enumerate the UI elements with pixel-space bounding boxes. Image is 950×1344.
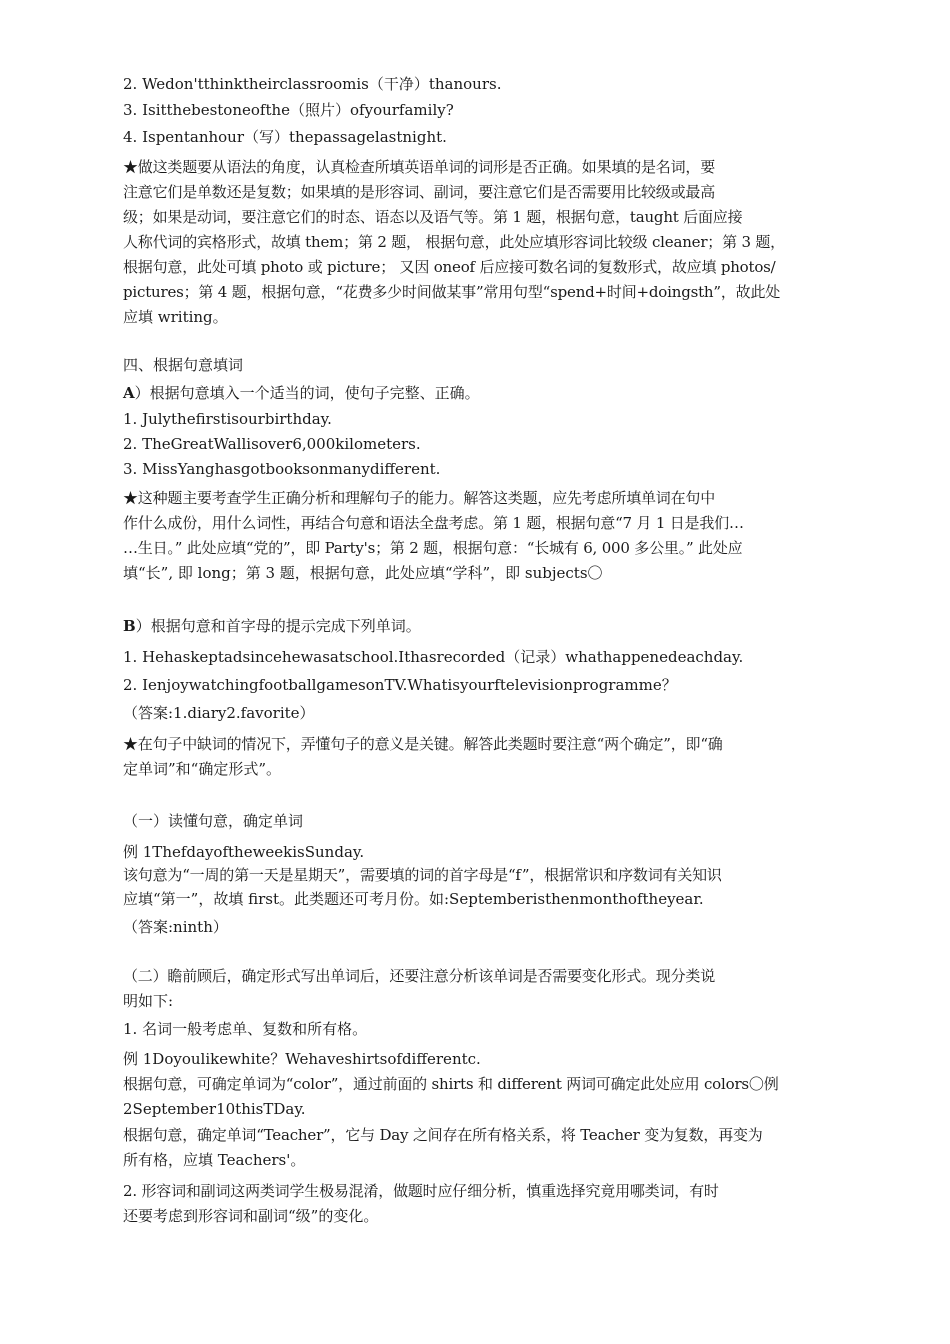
answer-line: （答案:1.diary2.favorite）	[123, 704, 315, 722]
explanation-line: 还要考虑到形容词和副词“级”的变化。	[123, 1207, 379, 1225]
explanation-line: 应填“第一”，故填 first。此类题还可考月份。如:Septemberisthenmonthoftheyear.	[123, 890, 704, 908]
explanation-line: 根据句意，此处可填 photo 或 picture； 又因 oneof 后应接可数名词的复数形式，故应填 photos/	[123, 258, 776, 276]
exercise-item-3: 3. Isitthebestoneofthe（照片）ofyourfamily?	[123, 101, 454, 119]
exercise-item-3: 3. MissYanghasgotbooksonmanydifferent.	[123, 460, 441, 478]
exercise-item-1: 1. Hehaskeptadsincehewasatschool.Ithasrecorded（记录）whathappenedeachday.	[123, 648, 744, 666]
explanation-line: ★这种题主要考查学生正确分析和理解句子的能力。解答这类题，应先考虑所填单词在句中	[123, 489, 716, 507]
subsection-heading-a	[123, 382, 480, 404]
exercise-item-2: 2. TheGreatWallisover6,000kilometers.	[123, 435, 421, 453]
example-line: 2September10thisTDay.	[123, 1100, 306, 1118]
example-line: 例 1Doyoulikewhite？Wehaveshirtsofdifferentc.	[123, 1050, 481, 1068]
explanation-line: 所有格，应填 Teachers'。	[123, 1151, 306, 1169]
explanation-line: ★做这类题要从语法的角度，认真检查所填英语单词的词形是否正确。如果填的是名词，要	[123, 158, 716, 176]
subsection-text: ）根据句意填入一个适当的词，使句子完整、正确。	[134, 384, 480, 402]
subsection-text: ）根据句意和首字母的提示完成下列单词。	[135, 617, 421, 635]
exercise-item-2: 2. Wedon'tthinktheirclassroomis（干净）thanours.	[123, 75, 502, 93]
explanation-line: pictures；第 4 题，根据句意，“花费多少时间做某事”常用句型“spend+时间+doingsth”，故此处	[123, 283, 781, 301]
subsection-heading: （二）瞻前顾后，确定形式写出单词后，还要注意分析该单词是否需要变化形式。现分类说	[123, 967, 716, 985]
list-item-2: 2. 形容词和副词这两类词学生极易混淆，做题时应仔细分析，慎重选择究竟用哪类词，有时	[123, 1182, 719, 1200]
exercise-item-2: 2. IenjoywatchingfootballgamesonTV.Whatisyourftelevisionprogramme？	[123, 676, 677, 694]
explanation-line: ★在句子中缺词的情况下，弄懂句子的意义是关键。解答此类题时要注意“两个确定”，即“确	[123, 735, 723, 753]
example-line: 例 1ThefdayoftheweekisSunday.	[123, 843, 365, 861]
explanation-line: 该句意为“一周的第一天是星期天”，需要填的词的首字母是“f”，根据常识和序数词有关知识	[123, 866, 722, 884]
explanation-line: 定单词”和“确定形式”。	[123, 760, 282, 778]
explanation-line: 级；如果是动词，要注意它们的时态、语态以及语气等。第 1 题，根据句意，taught 后面应接	[123, 208, 743, 226]
section-heading: 四、根据句意填词	[123, 356, 244, 374]
subsection-letter: A	[123, 384, 135, 402]
subsection-letter: B	[123, 617, 136, 635]
answer-line: （答案:ninth）	[123, 918, 228, 936]
explanation-line: 作什么成份，用什么词性，再结合句意和语法全盘考虑。第 1 题，根据句意“7 月 1 日是我们…	[123, 514, 744, 532]
explanation-line: 注意它们是单数还是复数；如果填的是形容词、副词，要注意它们是否需要用比较级或最高	[123, 183, 716, 201]
exercise-item-4: 4. Ispentanhour（写）thepassagelastnight.	[123, 128, 447, 146]
explanation-line: 明如下:	[123, 992, 174, 1010]
exercise-item-1: 1. Julythefirstisourbirthday.	[123, 410, 332, 428]
explanation-line: …生日。” 此处应填“党的”，即 Party's；第 2 题，根据句意：“长城有 6, 000 多公里。” 此处应	[123, 539, 743, 557]
list-item-1: 1. 名词一般考虑单、复数和所有格。	[123, 1020, 368, 1038]
explanation-line: 应填 writing。	[123, 308, 228, 326]
explanation-line: 填“长”, 即 long；第 3 题，根据句意，此处应填“学科”，即 subjects〇	[123, 564, 603, 582]
subsection-heading: （一）读懂句意，确定单词	[123, 812, 304, 830]
explanation-line: 人称代词的宾格形式，故填 them；第 2 题， 根据句意，此处应填形容词比较级 cleaner；第 3 题，	[123, 233, 785, 251]
explanation-line: 根据句意，确定单词“Teacher”，它与 Day 之间存在所有格关系，将 Teacher 变为复数，再变为	[123, 1126, 763, 1144]
subsection-heading-b	[123, 615, 421, 637]
explanation-line: 根据句意，可确定单词为“color”，通过前面的 shirts 和 different 两词可确定此处应用 colors〇例	[123, 1075, 779, 1093]
